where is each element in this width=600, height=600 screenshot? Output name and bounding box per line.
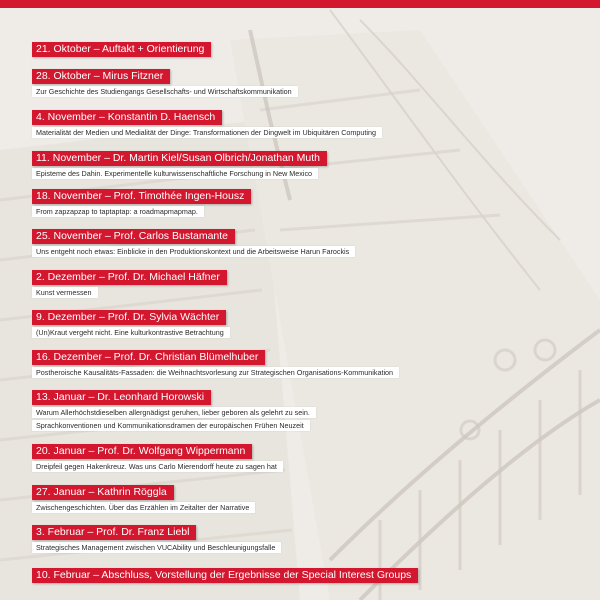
event-subtitle: Materialität der Medien und Medialität der Dinge: Transformationen der Dingwelt im Ubiquitären Computing bbox=[32, 127, 382, 138]
event-item bbox=[32, 441, 283, 472]
event-title: 16. Dezember – Prof. Dr. Christian Blümelhuber bbox=[32, 350, 265, 365]
event-subtitle: Episteme des Dahin. Experimentelle kulturwissenschaftliche Forschung in New Mexico bbox=[32, 168, 318, 179]
event-item bbox=[32, 347, 399, 378]
event-subtitle: Zwischengeschichten. Über das Erzählen im Zeitalter der Narrative bbox=[32, 502, 255, 513]
event-subtitle: Warum Allerhöchstdieselben allergnädigst geruhen, lieber geboren als gelehrt zu sein. bbox=[32, 407, 316, 418]
event-item bbox=[32, 226, 355, 257]
event-item bbox=[32, 107, 382, 138]
event-item bbox=[32, 148, 327, 179]
event-subtitle: Uns entgeht noch etwas: Einblicke in den Produktionskontext und die Arbeitsweise Harun Farockis bbox=[32, 246, 355, 257]
event-title: 2. Dezember – Prof. Dr. Michael Häfner bbox=[32, 270, 227, 285]
event-subtitle: Dreipfeil gegen Hakenkreuz. Was uns Carlo Mierendorff heute zu sagen hat bbox=[32, 461, 283, 472]
event-subtitle: Sprachkonventionen und Kommunikationsdramen der europäischen Frühen Neuzeit bbox=[32, 420, 310, 431]
event-title: 13. Januar – Dr. Leonhard Horowski bbox=[32, 390, 211, 405]
event-title: 3. Februar – Prof. Dr. Franz Liebl bbox=[32, 525, 196, 540]
event-item bbox=[32, 267, 227, 298]
event-subtitle: From zapzapzap to taptaptap: a roadmapmapmap. bbox=[32, 206, 204, 217]
event-subtitle: Zur Geschichte des Studiengangs Gesellschafts- und Wirtschaftskommunikation bbox=[32, 86, 298, 97]
event-item bbox=[32, 522, 281, 553]
event-item bbox=[32, 482, 255, 513]
event-subtitle: (Un)Kraut vergeht nicht. Eine kulturkontrastive Betrachtung bbox=[32, 327, 230, 338]
event-title: 21. Oktober – Auftakt + Orientierung bbox=[32, 42, 211, 57]
event-title: 11. November – Dr. Martin Kiel/Susan Olbrich/Jonathan Muth bbox=[32, 151, 327, 166]
event-subtitle: Strategisches Management zwischen VUCAbility und Beschleunigungsfalle bbox=[32, 542, 281, 553]
event-title: 20. Januar – Prof. Dr. Wolfgang Wippermann bbox=[32, 444, 252, 459]
event-item bbox=[32, 39, 211, 57]
event-title: 18. November – Prof. Timothée Ingen-Housz bbox=[32, 189, 251, 204]
event-item bbox=[32, 186, 251, 217]
event-item bbox=[32, 565, 418, 583]
event-item bbox=[32, 66, 298, 97]
event-item bbox=[32, 307, 230, 338]
event-title: 4. November – Konstantin D. Haensch bbox=[32, 110, 222, 125]
event-title: 25. November – Prof. Carlos Bustamante bbox=[32, 229, 235, 244]
event-title: 28. Oktober – Mirus Fitzner bbox=[32, 69, 170, 84]
event-subtitle: Kunst vermessen bbox=[32, 287, 98, 298]
event-item bbox=[32, 387, 316, 431]
event-subtitle: Postheroische Kausalitäts-Fassaden: die Weihnachtsvorlesung zur Strategischen Organisations-Kommunikation bbox=[32, 367, 399, 378]
event-title: 9. Dezember – Prof. Dr. Sylvia Wächter bbox=[32, 310, 226, 325]
event-title: 10. Februar – Abschluss, Vorstellung der Ergebnisse der Special Interest Groups bbox=[32, 568, 418, 583]
event-title: 27. Januar – Kathrin Röggla bbox=[32, 485, 174, 500]
top-accent-bar bbox=[0, 0, 600, 8]
